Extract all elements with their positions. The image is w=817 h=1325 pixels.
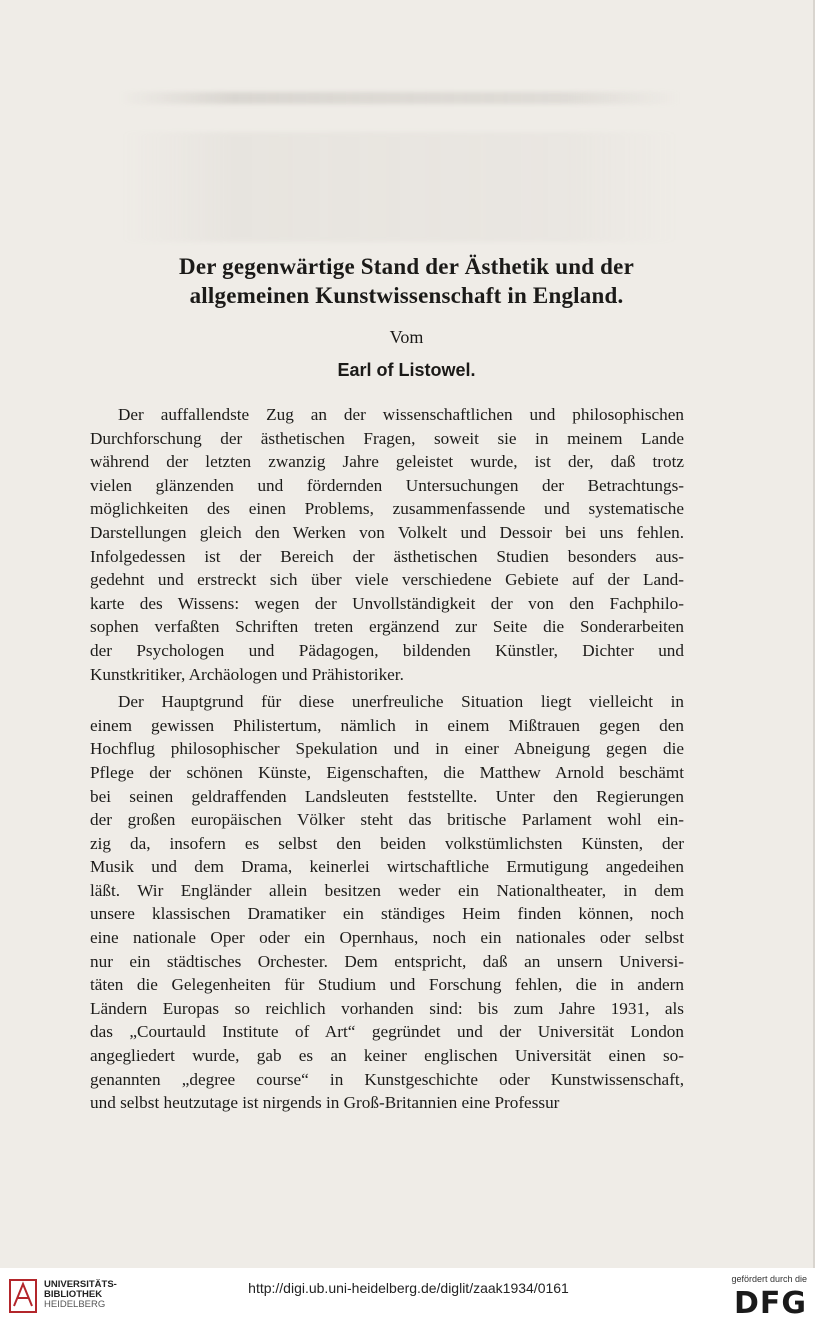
text-line: und selbst heutzutage ist nirgends in Groß-Britannien eine Professur xyxy=(90,1093,560,1113)
text-line: läßt. Wir Engländer allein besitzen weder ein Nationaltheater, in dem xyxy=(90,880,684,900)
library-name-line-2: BIBLIOTHEK xyxy=(44,1289,103,1300)
permalink[interactable]: http://digi.ub.uni-heidelberg.de/diglit/zaak1934/0161 xyxy=(248,1280,569,1296)
text-line: nur ein städtisches Orchester. Dem entspricht, daß an unsern Universi- xyxy=(90,951,684,971)
text-line: Musik und dem Drama, keinerlei wirtschaftliche Ermutigung angedeihen xyxy=(90,857,684,877)
text-line: Durchforschung der ästhetischen Fragen, soweit sie in meinem Lande xyxy=(90,428,684,448)
text-line: Darstellungen gleich den Werken von Volkelt und Dessoir bei uns fehlen. xyxy=(90,522,684,542)
library-name-line-1: UNIVERSITÄTS- xyxy=(44,1279,117,1290)
article-body xyxy=(90,403,684,1115)
text-line: das „Courtauld Institute of Art“ gegründet und der Universität London xyxy=(90,1022,684,1042)
text-line: möglichkeiten des einen Problems, zusammenfassende und systematische xyxy=(90,499,684,519)
viewer-footer xyxy=(0,1268,817,1325)
text-line: gedehnt und erstreckt sich über viele verschiedene Gebiete auf der Land- xyxy=(90,570,684,590)
text-line: täten die Gelegenheiten für Studium und Forschung fehlen, die in andern xyxy=(90,975,684,995)
author-name: Earl of Listowel. xyxy=(337,360,476,380)
article-title-line-2: allgemeinen Kunstwissenschaft in England. xyxy=(189,283,624,308)
text-line: sophen verfaßten Schriften treten ergänzend zur Seite die Sonderarbeiten xyxy=(90,617,684,637)
text-line: Der Hauptgrund für diese unerfreuliche Situation liegt vielleicht in xyxy=(118,692,684,712)
text-line: zig da, insofern es selbst den beiden volkstümlichsten Künsten, der xyxy=(90,833,684,853)
text-line: Pflege der schönen Künste, Eigenschaften, die Matthew Arnold beschämt xyxy=(90,762,684,782)
text-line: Infolgedessen ist der Bereich der ästhetischen Studien besonders aus- xyxy=(90,546,684,566)
text-line: angegliedert wurde, gab es an keiner englischen Universität einen so- xyxy=(90,1046,684,1066)
text-line: unsere klassischen Dramatiker ein ständiges Heim finden können, noch xyxy=(90,904,684,924)
article-title-line-1: Der gegenwärtige Stand der Ästhetik und der xyxy=(179,254,634,279)
text-line: der Psychologen und Pädagogen, bildenden Künstler, Dichter und xyxy=(90,640,684,660)
text-line: während der letzten zwanzig Jahre geleistet wurde, ist der, daß trotz xyxy=(90,452,684,472)
text-line: Hochflug philosophischer Spekulation und in einer Abneigung gegen die xyxy=(90,739,684,759)
show-through-header xyxy=(120,92,680,104)
show-through-text xyxy=(120,132,680,242)
funder-caption: gefördert durch die xyxy=(731,1274,807,1284)
library-name-line-3: HEIDELBERG xyxy=(44,1299,106,1310)
text-line: bei seinen geldraffenden Landsleuten feststellte. Unter den Regierungen xyxy=(90,786,684,806)
text-line: karte des Wissens: wegen der Unvollständigkeit der von den Fachphilo- xyxy=(90,593,684,613)
text-line: eine nationale Oper oder ein Opernhaus, noch ein nationales oder selbst xyxy=(90,928,684,948)
byline-prefix: Vom xyxy=(389,327,424,347)
text-line: der großen europäischen Völker steht das britische Parlament wohl ein- xyxy=(90,810,684,830)
text-line: genannten „degree course“ in Kunstgeschichte oder Kunstwissenschaft, xyxy=(90,1069,684,1089)
text-line: Der auffallendste Zug an der wissenschaftlichen und philosophischen xyxy=(118,405,684,424)
text-line: Ländern Europas so reichlich vorhanden sind: bis zum Jahre 1931, als xyxy=(90,998,684,1018)
text-line: einem gewissen Philistertum, nämlich in einem Mißtrauen gegen den xyxy=(90,715,684,735)
text-line: vielen glänzenden und fördernden Untersuchungen der Betrachtungs- xyxy=(90,475,684,495)
text-line: Kunstkritiker, Archäologen und Prähistoriker. xyxy=(90,664,404,684)
dfg-logo: DFG xyxy=(733,1286,807,1321)
